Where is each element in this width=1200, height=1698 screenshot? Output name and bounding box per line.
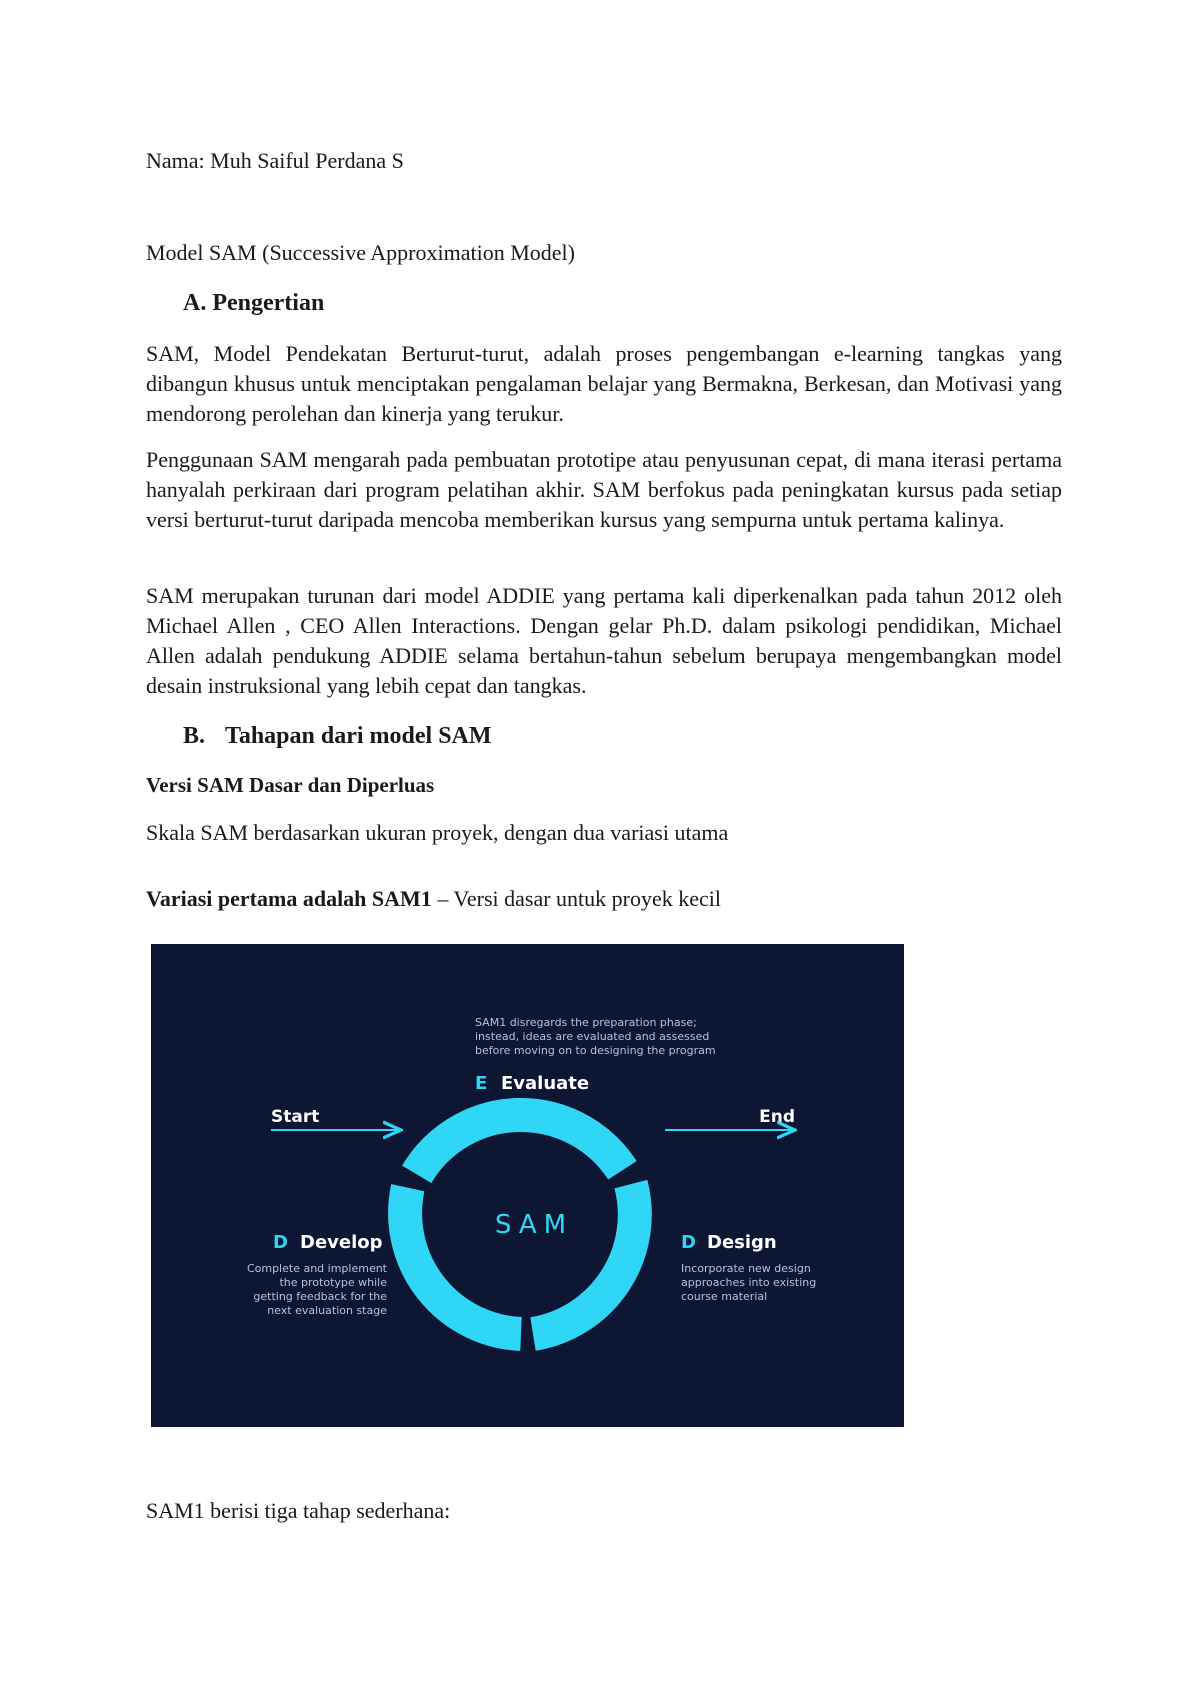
develop-desc-line: getting feedback for the — [253, 1290, 387, 1303]
develop-desc-line: the prototype while — [279, 1276, 387, 1289]
develop-letter: D — [273, 1232, 288, 1253]
variation-line — [146, 884, 721, 914]
evaluate-title: Evaluate — [501, 1073, 590, 1094]
sam1-diagram — [151, 944, 904, 1427]
design-desc-line: course material — [681, 1290, 768, 1303]
variation-bold: Variasi pertama adalah SAM1 — [146, 886, 432, 911]
paragraph-prototype: Penggunaan SAM mengarah pada pembuatan prototipe atau penyusunan cepat, di mana iterasi pertama hanyalah perkiraan dari program pelatihan akhir. SAM berfokus pada peningkatan kursus pada setiap versi berturut-turut daripada mencoba memberikan kursus yang sempurna untuk pertama kalinya. — [146, 447, 1062, 532]
end-label: End — [759, 1107, 795, 1127]
design-desc-line: approaches into existing — [681, 1276, 817, 1289]
develop-title: Develop — [300, 1232, 383, 1253]
section-b-letter: B. — [183, 723, 206, 749]
design-letter: D — [681, 1232, 696, 1253]
closing-text: SAM1 berisi tiga tahap sederhana: — [146, 1498, 451, 1523]
subheading-versions: Versi SAM Dasar dan Diperluas — [146, 773, 435, 797]
variation-rest: – Versi dasar untuk proyek kecil — [431, 886, 722, 911]
paragraph-history: SAM merupakan turunan dari model ADDIE yang pertama kali diperkenalkan pada tahun 2012 oleh Michael Allen , CEO Allen Interactions. Dengan gelar Ph.D. dalam psikologi pendidikan, Michael Allen adalah pendukung ADDIE selama bertahun-tahun sebelum berupaya mengembangkan model desain instruksional yang lebih cepat dan tangkas. — [146, 583, 1062, 698]
section-b-title: Tahapan dari model SAM — [225, 723, 492, 749]
design-desc-line: Incorporate new design — [681, 1262, 811, 1275]
paragraph-definition: SAM, Model Pendekatan Berturut-turut, adalah proses pengembangan e-learning tangkas yang dibangun khusus untuk menciptakan pengalaman belajar yang Bermakna, Berkesan, dan Motivasi yang mendorong perolehan dan kinerja yang terukur. — [146, 341, 1062, 426]
section-a-title: Pengertian — [212, 290, 325, 316]
develop-desc-line: Complete and implement — [246, 1262, 387, 1275]
develop-description — [247, 1262, 388, 1317]
develop-desc-line: next evaluation stage — [267, 1304, 387, 1317]
section-b-heading — [183, 721, 492, 751]
evaluate-description — [475, 1016, 716, 1057]
center-label: SAM — [494, 1210, 574, 1240]
scale-text: Skala SAM berdasarkan ukuran proyek, dengan dua variasi utama — [146, 820, 729, 845]
author-name: Nama: Muh Saiful Perdana S — [146, 148, 404, 173]
design-description — [681, 1262, 816, 1303]
ring-segment-evaluate — [417, 1115, 623, 1174]
start-label: Start — [271, 1107, 320, 1127]
section-a-letter: A. — [183, 290, 207, 316]
evaluate-desc-line: before moving on to designing the program — [475, 1044, 716, 1057]
ring-segment-design — [533, 1184, 635, 1334]
section-a-heading — [183, 288, 324, 318]
model-title: Model SAM (Successive Approximation Model) — [146, 240, 575, 265]
evaluate-letter: E — [475, 1073, 488, 1094]
design-title: Design — [707, 1232, 777, 1253]
evaluate-desc-line: SAM1 disregards the preparation phase; — [475, 1016, 697, 1029]
evaluate-desc-line: instead, ideas are evaluated and assessed — [475, 1030, 710, 1043]
